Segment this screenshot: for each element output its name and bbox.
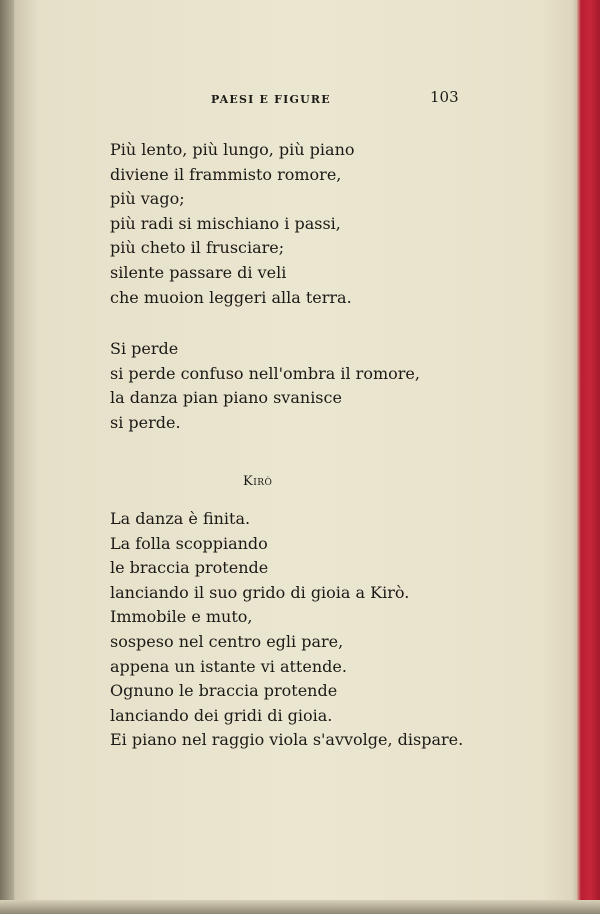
verse-line: le braccia protende [110, 558, 269, 578]
verse-line: Immobile e muto, [110, 607, 253, 627]
stanza-1 [110, 138, 355, 310]
page-number: 103 [430, 88, 459, 106]
verse-line: Si perde [110, 339, 179, 358]
verse-line: diviene il frammisto romore, [110, 164, 342, 184]
verse-line: La folla scoppiando [110, 533, 268, 553]
stanza-2 [110, 337, 420, 435]
verse-line: lanciando dei gridi di gioia. [110, 705, 333, 725]
verse-line: più radi si mischiano i passi, [110, 213, 341, 233]
verse-line: Ei piano nel raggio viola s'avvolge, dispare. [110, 730, 464, 750]
verse-line: lanciando il suo grido di gioia a Kirò. [110, 582, 410, 602]
verse-line: più vago; [110, 189, 185, 209]
verse-line: si perde. [110, 412, 181, 432]
stanza-3 [110, 507, 463, 753]
verse-line: silente passare di veli [110, 262, 287, 282]
verse-line: più cheto il frusciare; [110, 238, 285, 258]
red-cover-edge [576, 0, 600, 914]
poem-title: Kirò [243, 474, 273, 489]
verse-line: sospeso nel centro egli pare, [110, 631, 344, 651]
verse-line: appena un istante vi attende. [110, 656, 347, 676]
page-bottom-edge [0, 900, 600, 914]
running-head: PAESI E FIGURE [211, 93, 331, 106]
verse-line: La danza è finita. [110, 509, 251, 528]
verse-line: Ognuno le braccia protende [110, 681, 338, 701]
verse-line: Più lento, più lungo, più piano [110, 140, 355, 159]
verse-line: si perde confuso nell'ombra il romore, [110, 363, 420, 383]
verse-line: che muoion leggeri alla terra. [110, 287, 352, 307]
verse-line: la danza pian piano svanisce [110, 388, 342, 408]
